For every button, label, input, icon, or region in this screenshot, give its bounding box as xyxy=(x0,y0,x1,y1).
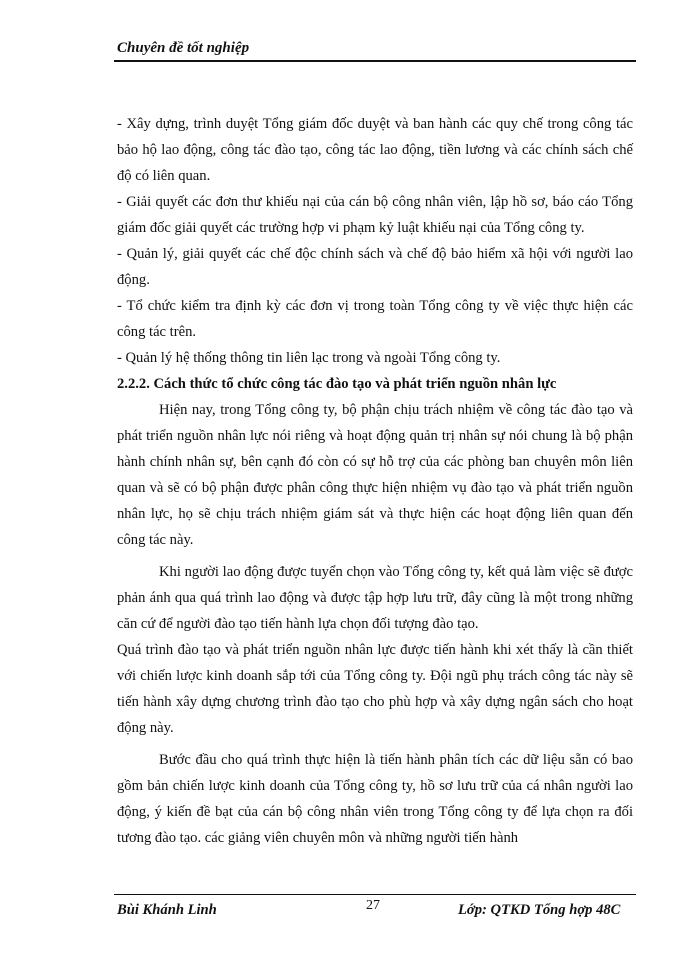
header-divider xyxy=(114,60,636,62)
duty-item-2: - Giải quyết các đơn thư khiếu nại của cán bộ công nhân viên, lập hồ sơ, báo cáo Tổng giám đốc giải quyết các trường hợp vi phạm kỷ luật khiếu nại của Tổng công ty. xyxy=(117,194,633,236)
footer-class-label: Lớp: QTKD Tổng hợp 48C xyxy=(458,902,621,918)
page-body xyxy=(117,111,633,851)
footer-divider xyxy=(114,894,636,895)
footer-author: Bùi Khánh Linh xyxy=(117,902,217,918)
duty-item-4: - Tổ chức kiểm tra định kỳ các đơn vị trong toàn Tổng công ty về việc thực hiện các công tác trên. xyxy=(117,298,633,340)
body-paragraph-1: Hiện nay, trong Tổng công ty, bộ phận chịu trách nhiệm về công tác đào tạo và phát triển nguồn nhân lực nói riêng và hoạt động quản trị nhân sự nói chung là bộ phận hành chính nhân sự, bên cạnh đó còn có sự hỗ trợ của các phòng ban chuyên môn liên quan và sẽ có bộ phận được phân công thực hiện nhiệm vụ đào tạo và phát triển nguồn nhân lực, họ sẽ chịu trách nhiệm giám sát và thực hiện các hoạt động liên quan đến công tác này. xyxy=(117,402,633,548)
duty-item-5: - Quản lý hệ thống thông tin liên lạc trong và ngoài Tổng công ty. xyxy=(117,350,501,366)
body-paragraph-3: Quá trình đào tạo và phát triển nguồn nhân lực được tiến hành khi xét thấy là cần thiết với chiến lược kinh doanh sắp tới của Tổng công ty. Đội ngũ phụ trách công tác này sẽ tiến hành xây dựng chương trình đào tạo cho phù hợp và xây dựng ngân sách cho hoạt động này. xyxy=(117,642,633,736)
document-header-title: Chuyên đề tốt nghiệp xyxy=(117,40,250,56)
section-heading: 2.2.2. Cách thức tổ chức công tác đào tạo và phát triển nguồn nhân lực xyxy=(117,376,557,392)
duty-item-3: - Quản lý, giải quyết các chế độc chính sách và chế độ bảo hiểm xã hội với người lao động. xyxy=(117,246,633,288)
body-paragraph-2: Khi người lao động được tuyển chọn vào Tổng công ty, kết quả làm việc sẽ được phản ánh qua quá trình lao động và được tập hợp lưu trữ, đây cũng là một trong những căn cứ để người đào tạo tiến hành lựa chọn đối tượng đào tạo. xyxy=(117,564,633,632)
body-paragraph-4: Bước đầu cho quá trình thực hiện là tiến hành phân tích các dữ liệu sẵn có bao gồm bản chiến lược kinh doanh của Tổng công ty, hồ sơ lưu trữ của cá nhân người lao động, ý kiến đề bạt của cán bộ công nhân viên trong Tổng công ty để lựa chọn ra đối tương đào tạo. các giảng viên chuyên môn và những người tiến hành xyxy=(117,752,633,846)
page-number: 27 xyxy=(366,898,380,913)
duty-item-1: - Xây dựng, trình duyệt Tổng giám đốc duyệt và ban hành các quy chế trong công tác bảo hộ lao động, công tác đào tạo, công tác lao động, tiền lương và các chính sách chế độ có liên quan. xyxy=(117,116,633,184)
